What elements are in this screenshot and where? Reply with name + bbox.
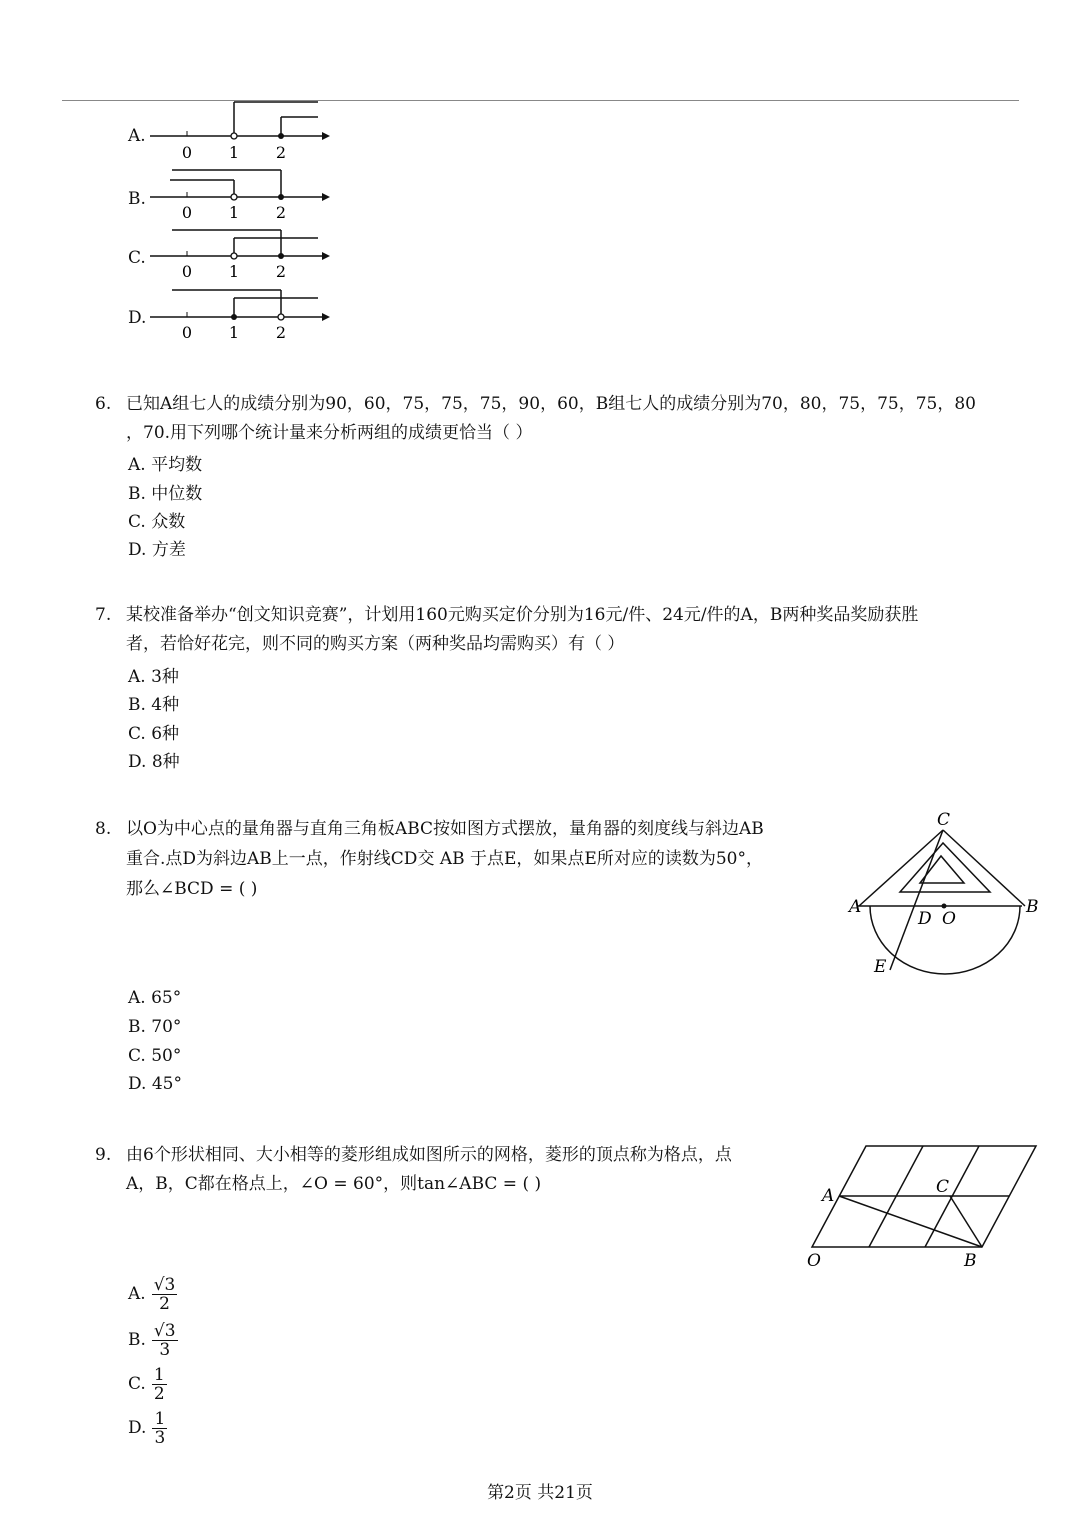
label-b: B [964, 1251, 977, 1271]
q9-option-d[interactable]: D. $\frac{1}{3}$ [128, 1409, 166, 1448]
label-o: O [942, 909, 956, 929]
q5-option-b[interactable] [128, 163, 348, 222]
svg-text:2: 2 [275, 203, 287, 222]
number-line-a [150, 100, 330, 160]
svg-text:1: 1 [228, 262, 240, 281]
q8-option-a[interactable]: A. 65° [128, 988, 182, 1008]
label-b: B [1026, 897, 1039, 917]
q6-option-b[interactable]: B. 中位数 [128, 484, 203, 504]
question-line: 某校准备举办“创文知识竞赛”，计划用160元购买定价分别为16元/件、24元/件的A，B两种奖品奖励获胜 [126, 605, 919, 625]
label-c: C [937, 810, 951, 830]
question-number: 8. [95, 819, 112, 839]
label-a: A [822, 1186, 835, 1206]
question-7 [95, 601, 1045, 661]
q6-option-a[interactable]: A. 平均数 [128, 455, 203, 475]
svg-text:0: 0 [181, 262, 193, 281]
q8-option-d[interactable]: D. 45° [128, 1074, 182, 1094]
svg-text:0: 0 [181, 203, 193, 222]
page-footer: 第2页 共21页 [487, 1483, 593, 1503]
option-letter: D. [128, 308, 147, 328]
tick-1: 1 [228, 143, 240, 160]
number-line-c [150, 222, 330, 282]
protractor-triangle-figure [840, 808, 1050, 988]
svg-text:2: 2 [275, 323, 287, 342]
label-c: C [936, 1177, 950, 1197]
q6-option-c[interactable]: C. 众数 [128, 512, 186, 532]
label-a: A [849, 897, 862, 917]
svg-text:1: 1 [228, 203, 240, 222]
question-line: 者，若恰好花完，则不同的购买方案（两种奖品均需购买）有（ ） [126, 634, 625, 654]
label-e: E [874, 957, 887, 977]
svg-text:0: 0 [181, 323, 193, 342]
q6-option-d[interactable]: D. 方差 [128, 540, 186, 560]
question-line: 重合.点D为斜边AB上一点，作射线CD交 AB 于点E，如果点E所对应的读数为50°， [126, 849, 763, 869]
rhombus-grid-figure [800, 1140, 1045, 1275]
q7-option-a[interactable]: A. 3种 [128, 667, 179, 687]
question-line: 那么∠BCD = ( ) [126, 879, 258, 899]
question-line: 由6个形状相同、大小相等的菱形组成如图所示的网格，菱形的顶点称为格点，点 [126, 1145, 732, 1165]
question-number: 9. [95, 1145, 112, 1165]
q9-option-a[interactable]: A. $\frac{√3}{2}$ [128, 1275, 176, 1314]
question-number: 6. [95, 394, 112, 414]
label-o: O [807, 1251, 821, 1271]
question-6 [95, 390, 1045, 450]
option-letter: A. [128, 126, 146, 146]
question-line: A，B，C都在格点上，∠O = 60°，则tan∠ABC = ( ) [126, 1174, 542, 1194]
option-letter: B. [128, 189, 146, 209]
q7-option-d[interactable]: D. 8种 [128, 752, 180, 772]
q7-option-b[interactable]: B. 4种 [128, 695, 180, 715]
q9-option-b[interactable]: B. $\frac{√3}{3}$ [128, 1321, 176, 1360]
tick-0: 0 [181, 143, 193, 160]
question-8 [95, 815, 815, 905]
question-line: ，70.用下列哪个统计量来分析两组的成绩更恰当（ ） [126, 423, 533, 443]
q8-option-b[interactable]: B. 70° [128, 1017, 182, 1037]
svg-text:1: 1 [228, 323, 240, 342]
question-9 [95, 1141, 805, 1201]
question-line: 已知A组七人的成绩分别为90，60，75，75，75，90，60，B组七人的成绩分别为70，80，75，75，75，80 [126, 394, 976, 414]
svg-text:2: 2 [275, 262, 287, 281]
q5-option-a[interactable] [128, 100, 348, 160]
q8-option-c[interactable]: C. 50° [128, 1046, 182, 1066]
q5-option-d[interactable] [128, 282, 348, 342]
option-letter: C. [128, 248, 146, 268]
label-d: D [918, 909, 932, 929]
q5-option-c[interactable] [128, 222, 348, 281]
question-line: 以O为中心点的量角器与直角三角板ABC按如图方式摆放，量角器的刻度线与斜边AB [126, 819, 764, 839]
question-number: 7. [95, 605, 112, 625]
number-line-d [150, 282, 330, 342]
tick-2: 2 [275, 143, 287, 160]
number-line-b [150, 163, 330, 223]
q7-option-c[interactable]: C. 6种 [128, 724, 180, 744]
q9-option-c[interactable]: C. $\frac{1}{2}$ [128, 1365, 165, 1404]
